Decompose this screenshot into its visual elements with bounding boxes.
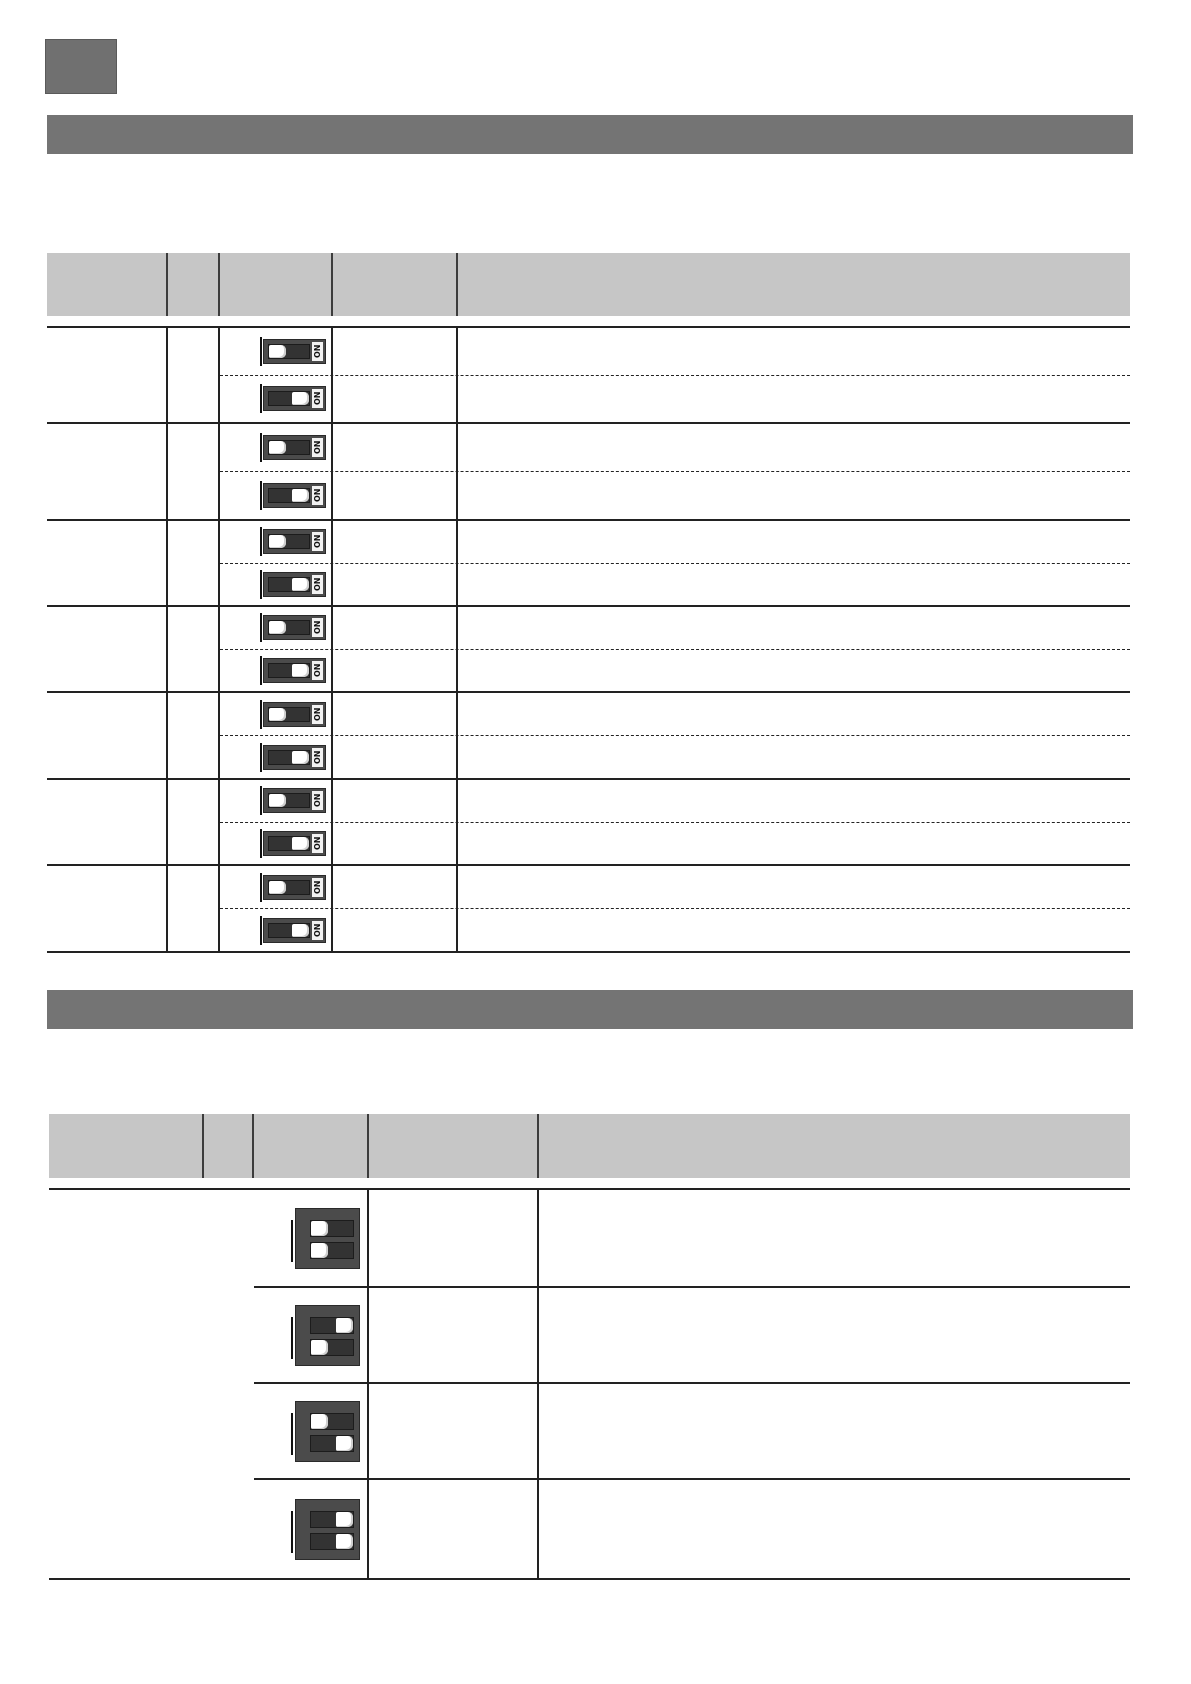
value-cell <box>369 1384 539 1478</box>
value-cell <box>333 780 458 822</box>
switch-on-label: ON <box>312 575 323 594</box>
switch-track <box>310 1317 354 1334</box>
table-header-cell <box>220 253 333 316</box>
option-row <box>220 909 1130 951</box>
option-rows <box>220 424 1130 519</box>
option-row <box>254 1288 1130 1384</box>
switch-knob <box>336 1512 353 1527</box>
description-cell <box>458 521 1130 563</box>
option-row <box>220 736 1130 778</box>
switch-on-label: ON <box>312 661 323 680</box>
switch-track <box>310 1533 354 1550</box>
dip-number-cell <box>168 780 220 864</box>
setting-row <box>47 607 1130 693</box>
option-row <box>254 1480 1130 1578</box>
dual-dip-switch-icon <box>291 1208 360 1269</box>
description-cell <box>458 736 1130 778</box>
switch-track <box>268 344 310 359</box>
value-cell <box>333 736 458 778</box>
switch-track <box>268 663 310 678</box>
switch-cell <box>220 780 333 822</box>
switch-knob <box>269 345 286 358</box>
description-cell <box>458 328 1130 375</box>
value-cell <box>333 823 458 865</box>
switch-pin <box>260 743 262 772</box>
switch-cell <box>254 1384 369 1478</box>
switch-knob <box>336 1436 353 1451</box>
switch-on-label: ON <box>312 618 323 637</box>
value-cell <box>369 1288 539 1382</box>
switch-pin <box>260 873 262 902</box>
switch-cell <box>220 472 333 519</box>
setting-row <box>47 521 1130 607</box>
switch-settings-table <box>47 253 1130 953</box>
switch-track <box>268 923 310 938</box>
dip-number-cell <box>168 328 220 422</box>
switch-knob <box>336 1534 353 1549</box>
switch-body <box>263 788 326 813</box>
switch-pin <box>260 337 262 366</box>
switch-pin <box>260 829 262 858</box>
parameter-cell <box>47 607 168 691</box>
switch-cell <box>220 736 333 778</box>
switch-cell <box>220 564 333 606</box>
description-cell <box>458 424 1130 471</box>
description-cell <box>539 1288 1130 1382</box>
dip-number-cell <box>168 607 220 691</box>
switch-body <box>263 572 326 597</box>
table-header-cell <box>168 253 220 316</box>
option-row <box>220 564 1130 606</box>
option-row <box>220 823 1130 865</box>
switch-on-label: ON <box>312 921 323 940</box>
switch-cell <box>254 1288 369 1382</box>
option-rows <box>220 780 1130 864</box>
option-row <box>220 472 1130 519</box>
description-cell <box>539 1480 1130 1578</box>
table-header <box>47 253 1130 316</box>
table-header-cell <box>369 1114 539 1178</box>
setting-row <box>47 780 1130 866</box>
switch-body <box>263 831 326 856</box>
switch-pin <box>260 527 262 556</box>
parameter-cell <box>47 424 168 519</box>
table-header-cell <box>254 1114 369 1178</box>
switch-track <box>310 1413 354 1430</box>
switch-track <box>268 793 310 808</box>
switch-cell <box>220 607 333 649</box>
switch-pin <box>260 384 262 413</box>
switch-pin <box>260 700 262 729</box>
switch-combination-table <box>49 1114 1130 1584</box>
switch-body <box>263 529 326 554</box>
parameter-cell <box>47 693 168 778</box>
switch-knob <box>269 535 286 548</box>
chapter-tab <box>45 39 117 94</box>
dip-switch-icon <box>260 615 326 640</box>
switch-body <box>263 702 326 727</box>
option-rows <box>254 1190 1130 1578</box>
switch-knob <box>269 621 286 634</box>
switch-on-label: ON <box>312 486 323 505</box>
option-rows <box>220 693 1130 778</box>
description-cell <box>458 607 1130 649</box>
option-row <box>220 693 1130 736</box>
switch-body <box>263 875 326 900</box>
switch-track <box>310 1435 354 1452</box>
switch-track <box>310 1339 354 1356</box>
switch-track <box>268 836 310 851</box>
option-row <box>254 1190 1130 1288</box>
table-header-cell <box>539 1114 1130 1178</box>
setting-row <box>47 424 1130 521</box>
dip-switch-icon <box>260 875 326 900</box>
switch-body <box>295 1208 360 1269</box>
table-header-cell <box>49 1114 204 1178</box>
switch-track <box>310 1511 354 1528</box>
dip-switch-icon <box>260 745 326 770</box>
switch-cell <box>220 823 333 865</box>
switch-track <box>268 620 310 635</box>
parameter-cell <box>47 780 168 864</box>
switch-body <box>263 339 326 364</box>
setting-row <box>47 328 1130 424</box>
switch-pin <box>260 916 262 945</box>
switch-cell <box>220 328 333 375</box>
option-row <box>254 1384 1130 1480</box>
description-cell <box>458 650 1130 692</box>
value-cell <box>333 564 458 606</box>
value-cell <box>333 607 458 649</box>
switch-knob <box>311 1414 328 1429</box>
description-cell <box>458 823 1130 865</box>
dual-dip-switch-icon <box>291 1305 360 1366</box>
switch-pin <box>260 656 262 685</box>
switch-body <box>295 1401 360 1462</box>
value-cell <box>369 1480 539 1578</box>
dip-number-cell <box>168 693 220 778</box>
switch-track <box>268 750 310 765</box>
section-header-bar <box>47 115 1133 154</box>
description-cell <box>458 909 1130 951</box>
switch-body <box>263 658 326 683</box>
switch-cell <box>254 1190 369 1286</box>
switch-knob <box>292 489 309 502</box>
value-cell <box>333 909 458 951</box>
switch-pin <box>260 613 262 642</box>
table-header-cell <box>333 253 458 316</box>
dip-switch-icon <box>260 572 326 597</box>
section-header-bar <box>47 990 1133 1029</box>
option-rows <box>220 328 1130 422</box>
switch-body <box>263 745 326 770</box>
switch-knob <box>269 881 286 894</box>
switch-track <box>268 391 310 406</box>
value-cell <box>333 521 458 563</box>
switch-cell <box>254 1480 369 1578</box>
switch-body <box>263 483 326 508</box>
dip-switch-icon <box>260 918 326 943</box>
dip-switch-icon <box>260 788 326 813</box>
switch-knob <box>292 837 309 850</box>
switch-on-label: ON <box>312 342 323 361</box>
parameter-cell <box>47 521 168 605</box>
parameter-cell <box>47 328 168 422</box>
switch-cell <box>220 376 333 423</box>
option-row <box>220 424 1130 472</box>
switch-cell <box>220 866 333 908</box>
description-cell <box>539 1190 1130 1286</box>
switch-knob <box>269 441 286 454</box>
table-header-cell <box>47 253 168 316</box>
switch-knob <box>292 664 309 677</box>
switch-knob <box>292 392 309 405</box>
switch-body <box>263 435 326 460</box>
switch-on-label: ON <box>312 438 323 457</box>
value-cell <box>333 328 458 375</box>
switch-pin <box>260 786 262 815</box>
switch-on-label: ON <box>312 532 323 551</box>
switch-knob <box>292 751 309 764</box>
description-cell <box>458 376 1130 423</box>
value-cell <box>333 866 458 908</box>
table-header <box>49 1114 1130 1178</box>
switch-on-label: ON <box>312 748 323 767</box>
dual-dip-switch-icon <box>291 1499 360 1560</box>
option-row <box>220 780 1130 823</box>
switch-pin <box>291 1317 293 1359</box>
switch-knob <box>292 578 309 591</box>
description-cell <box>458 693 1130 735</box>
switch-pin <box>291 1511 293 1553</box>
dip-switch-icon <box>260 831 326 856</box>
switch-cell <box>220 521 333 563</box>
option-row <box>220 866 1130 909</box>
switch-body <box>263 386 326 411</box>
setting-row <box>47 866 1130 953</box>
description-cell <box>458 780 1130 822</box>
switch-on-label: ON <box>312 791 323 810</box>
switch-track <box>310 1220 354 1237</box>
switch-track <box>268 880 310 895</box>
value-cell <box>333 472 458 519</box>
switch-track <box>268 707 310 722</box>
switch-body <box>295 1499 360 1560</box>
description-cell <box>539 1384 1130 1478</box>
value-cell <box>333 424 458 471</box>
switch-track <box>268 440 310 455</box>
option-row <box>220 521 1130 564</box>
switch-cell <box>220 424 333 471</box>
switch-knob <box>311 1243 328 1258</box>
switch-track <box>268 488 310 503</box>
option-row <box>220 607 1130 650</box>
switch-track <box>268 534 310 549</box>
switch-body <box>295 1305 360 1366</box>
switch-knob <box>292 924 309 937</box>
description-cell <box>458 564 1130 606</box>
description-cell <box>458 866 1130 908</box>
option-rows <box>220 607 1130 691</box>
switch-pin <box>291 1220 293 1262</box>
value-cell <box>333 376 458 423</box>
switch-cell <box>220 909 333 951</box>
description-cell <box>458 472 1130 519</box>
option-rows <box>220 521 1130 605</box>
switch-body <box>263 918 326 943</box>
switch-on-label: ON <box>312 705 323 724</box>
dual-dip-switch-icon <box>291 1401 360 1462</box>
dip-switch-icon <box>260 483 326 508</box>
option-row <box>220 376 1130 423</box>
dip-switch-icon <box>260 435 326 460</box>
value-cell <box>333 650 458 692</box>
switch-pin <box>260 481 262 510</box>
option-rows <box>220 866 1130 951</box>
value-cell <box>333 693 458 735</box>
dip-switch-icon <box>260 702 326 727</box>
switch-pin <box>260 570 262 599</box>
switch-track <box>268 577 310 592</box>
option-row <box>220 328 1130 376</box>
switch-on-label: ON <box>312 878 323 897</box>
parameter-cell <box>47 866 168 951</box>
table-header-cell <box>458 253 1130 316</box>
value-cell <box>369 1190 539 1286</box>
switch-body <box>263 615 326 640</box>
switch-knob <box>269 708 286 721</box>
dip-switch-icon <box>260 386 326 411</box>
option-row <box>220 650 1130 692</box>
switch-knob <box>311 1221 328 1236</box>
switch-knob <box>336 1318 353 1333</box>
switch-pin <box>291 1413 293 1455</box>
switch-knob <box>311 1340 328 1355</box>
dip-switch-icon <box>260 658 326 683</box>
dip-number-cell <box>168 866 220 951</box>
dip-number-cell <box>168 521 220 605</box>
setting-row <box>47 693 1130 780</box>
dip-switch-icon <box>260 529 326 554</box>
table-body <box>49 1188 1130 1580</box>
switch-knob <box>269 794 286 807</box>
switch-cell <box>220 693 333 735</box>
switch-cell <box>220 650 333 692</box>
switch-track <box>310 1242 354 1259</box>
switch-pin <box>260 433 262 462</box>
table-body <box>47 326 1130 953</box>
table-header-cell <box>204 1114 254 1178</box>
dip-switch-icon <box>260 339 326 364</box>
switch-on-label: ON <box>312 834 323 853</box>
dip-number-cell <box>168 424 220 519</box>
switch-on-label: ON <box>312 389 323 408</box>
